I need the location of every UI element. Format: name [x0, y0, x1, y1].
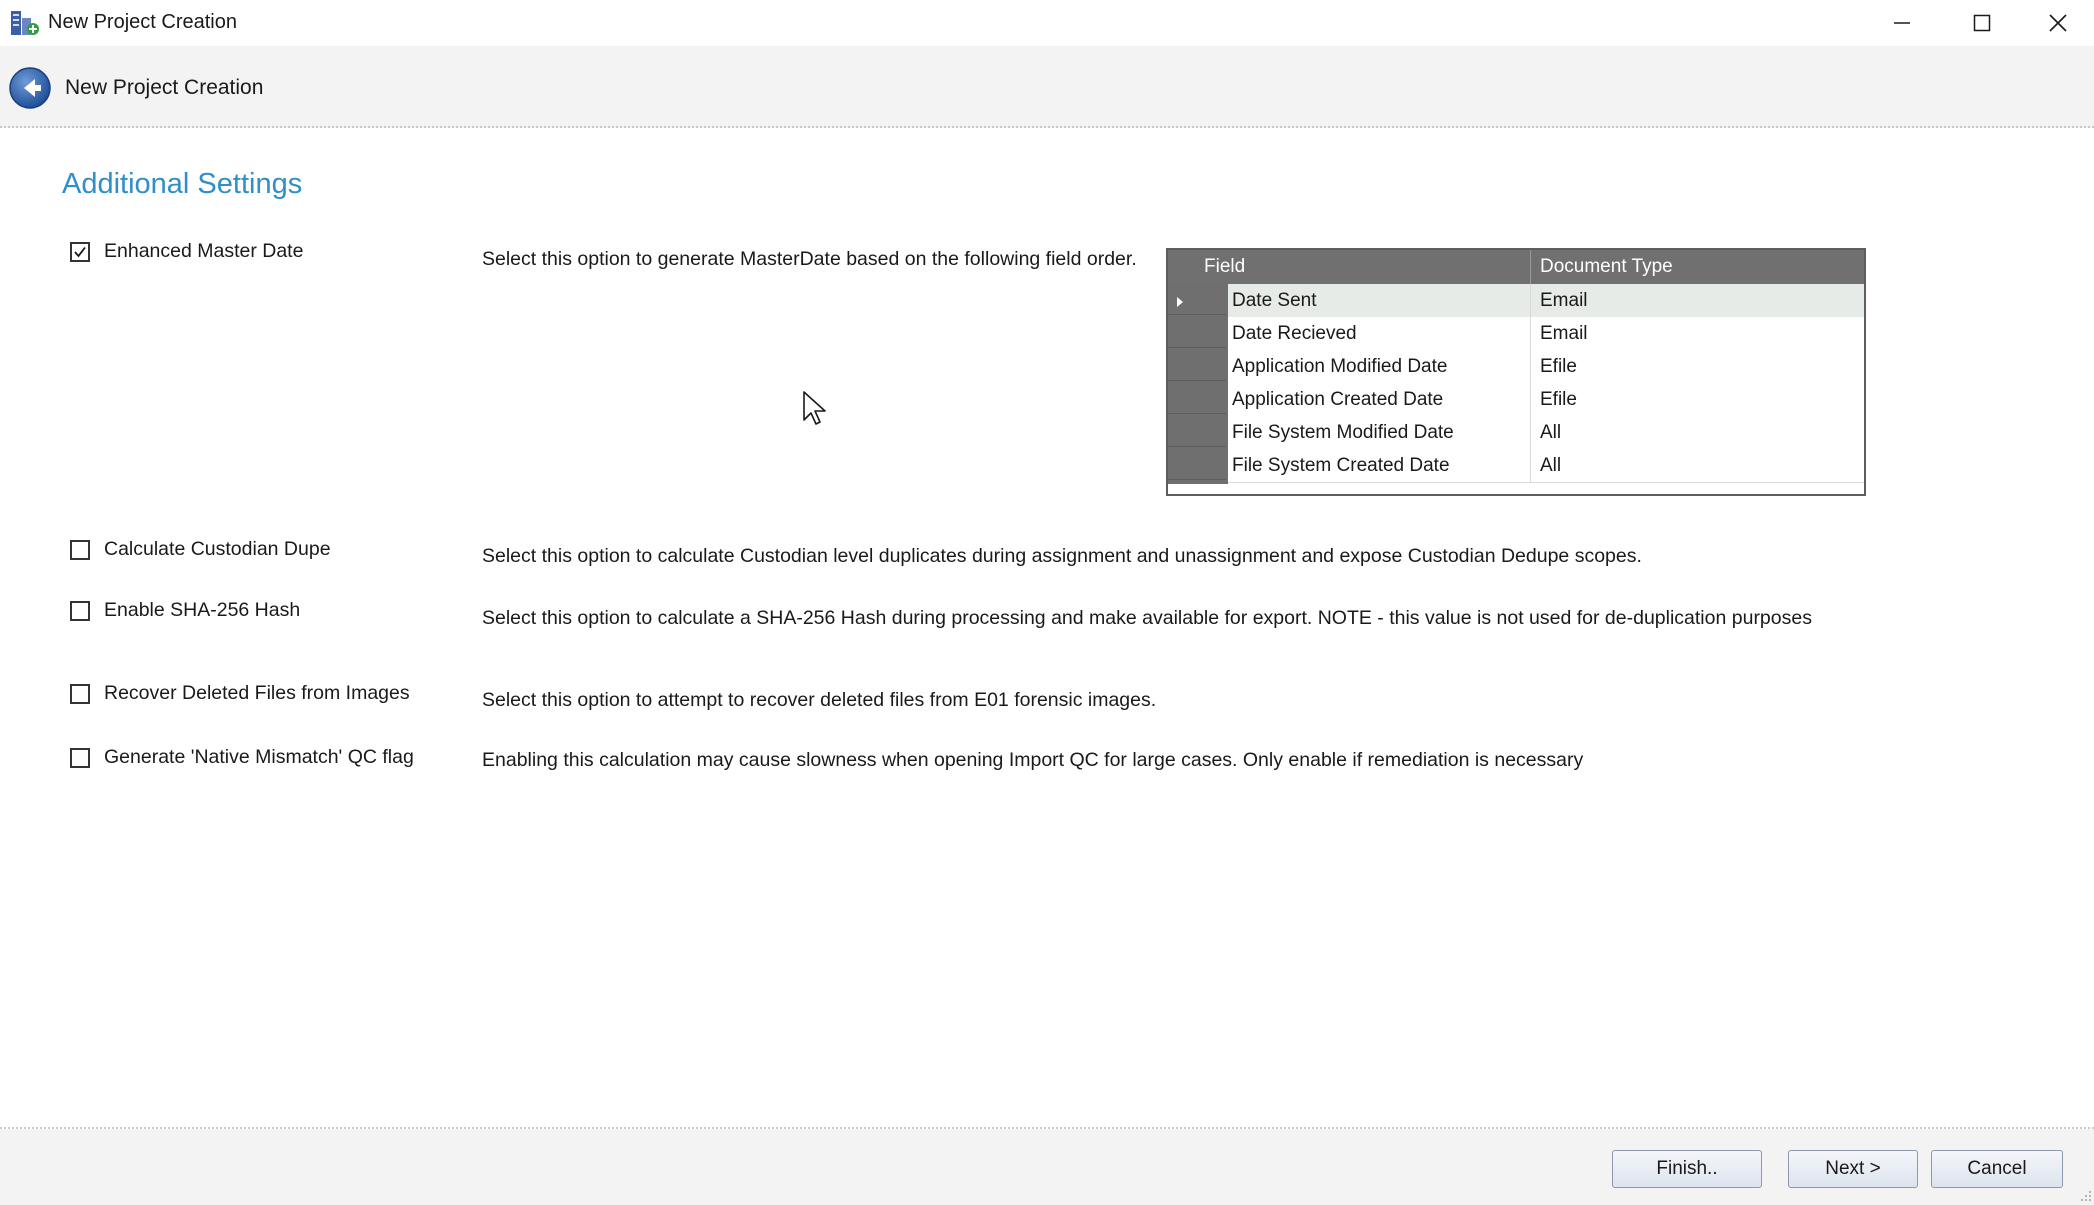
option-label: Calculate Custodian Dupe — [104, 538, 331, 560]
wizard-header — [0, 46, 2094, 128]
column-header-document-type[interactable]: Document Type — [1540, 256, 1673, 277]
cell-divider — [1530, 416, 1531, 449]
close-button[interactable] — [2022, 0, 2094, 46]
section-title: Additional Settings — [62, 168, 303, 200]
cell-divider — [1530, 383, 1531, 416]
cell-document-type: All — [1540, 455, 1562, 476]
column-divider — [1530, 250, 1531, 284]
cell-field: Date Recieved — [1232, 323, 1357, 344]
calculate-custodian-dupe-checkbox[interactable] — [70, 538, 331, 561]
table-row[interactable] — [1228, 449, 1864, 483]
option-description: Select this option to attempt to recover deleted files from E01 forensic images. — [482, 689, 1157, 711]
checkbox[interactable] — [70, 242, 90, 262]
option-label: Enhanced Master Date — [104, 240, 304, 262]
enhanced-master-date-checkbox[interactable] — [70, 240, 303, 263]
grid-header — [1168, 250, 1864, 284]
table-row[interactable] — [1228, 284, 1864, 318]
cell-field: Date Sent — [1232, 290, 1317, 311]
indicator-row-divider — [1166, 446, 1226, 447]
current-row-arrow-icon — [1174, 296, 1186, 308]
cell-field: Application Modified Date — [1232, 356, 1448, 377]
checkmark-icon — [73, 245, 87, 259]
master-date-field-order-grid[interactable] — [1166, 248, 1866, 496]
option-label: Recover Deleted Files from Images — [104, 682, 410, 704]
option-description: Enabling this calculation may cause slowness when opening Import QC for large cases. Only enable if remediation is necessary — [482, 749, 1584, 771]
resize-grip-icon[interactable] — [2080, 1190, 2092, 1202]
cell-document-type: All — [1540, 422, 1562, 443]
minimize-button[interactable] — [1862, 0, 1942, 46]
maximize-button[interactable] — [1942, 0, 2022, 46]
cell-divider — [1530, 317, 1531, 350]
window-title: New Project Creation — [48, 11, 237, 33]
option-description: Select this option to calculate a SHA-256 Hash during processing and make available for export. NOTE - this value is not used for de-duplication purposes — [482, 607, 1812, 629]
enable-sha256-hash-checkbox[interactable] — [70, 599, 300, 622]
indicator-row-divider — [1166, 413, 1226, 414]
checkbox[interactable] — [70, 748, 90, 768]
app-icon — [10, 10, 40, 36]
checkbox[interactable] — [70, 684, 90, 704]
finish-button[interactable]: Finish.. — [1612, 1150, 1762, 1188]
cell-field: Application Created Date — [1232, 389, 1444, 410]
cell-document-type: Efile — [1540, 389, 1577, 410]
indicator-row-divider — [1166, 347, 1226, 348]
window-titlebar — [0, 0, 2094, 46]
indicator-row-divider — [1166, 479, 1226, 480]
header-title: New Project Creation — [65, 76, 264, 99]
wizard-footer — [0, 1129, 2094, 1205]
recover-deleted-files-checkbox[interactable] — [70, 682, 410, 705]
option-label: Enable SHA-256 Hash — [104, 599, 301, 621]
native-mismatch-qc-flag-checkbox[interactable] — [70, 746, 414, 769]
option-description: Select this option to calculate Custodian level duplicates during assignment and unassignment and expose Custodian Dedupe scopes. — [482, 545, 1642, 567]
column-header-field[interactable]: Field — [1204, 256, 1246, 277]
table-row[interactable] — [1228, 383, 1864, 417]
cell-divider — [1530, 350, 1531, 383]
mouse-cursor-icon — [802, 390, 828, 428]
table-row[interactable] — [1228, 350, 1864, 384]
indicator-row-divider — [1166, 314, 1226, 315]
maximize-icon — [1973, 14, 1991, 32]
cell-document-type: Efile — [1540, 356, 1577, 377]
minimize-icon — [1893, 14, 1911, 32]
option-label: Generate 'Native Mismatch' QC flag — [104, 746, 414, 768]
cell-document-type: Email — [1540, 323, 1588, 344]
table-row[interactable] — [1228, 416, 1864, 450]
table-row[interactable] — [1228, 317, 1864, 351]
option-description: Select this option to generate MasterDate based on the following field order. — [482, 248, 1137, 270]
checkbox[interactable] — [70, 540, 90, 560]
indicator-row-divider — [1166, 380, 1226, 381]
cell-document-type: Email — [1540, 290, 1588, 311]
cell-divider — [1530, 284, 1531, 317]
back-arrow-icon[interactable] — [8, 66, 52, 110]
checkbox[interactable] — [70, 601, 90, 621]
close-icon — [2048, 13, 2068, 33]
cancel-button[interactable]: Cancel — [1931, 1150, 2063, 1188]
cell-field: File System Created Date — [1232, 455, 1450, 476]
next-button[interactable]: Next > — [1788, 1150, 1918, 1188]
cell-divider — [1530, 449, 1531, 482]
cell-field: File System Modified Date — [1232, 422, 1454, 443]
